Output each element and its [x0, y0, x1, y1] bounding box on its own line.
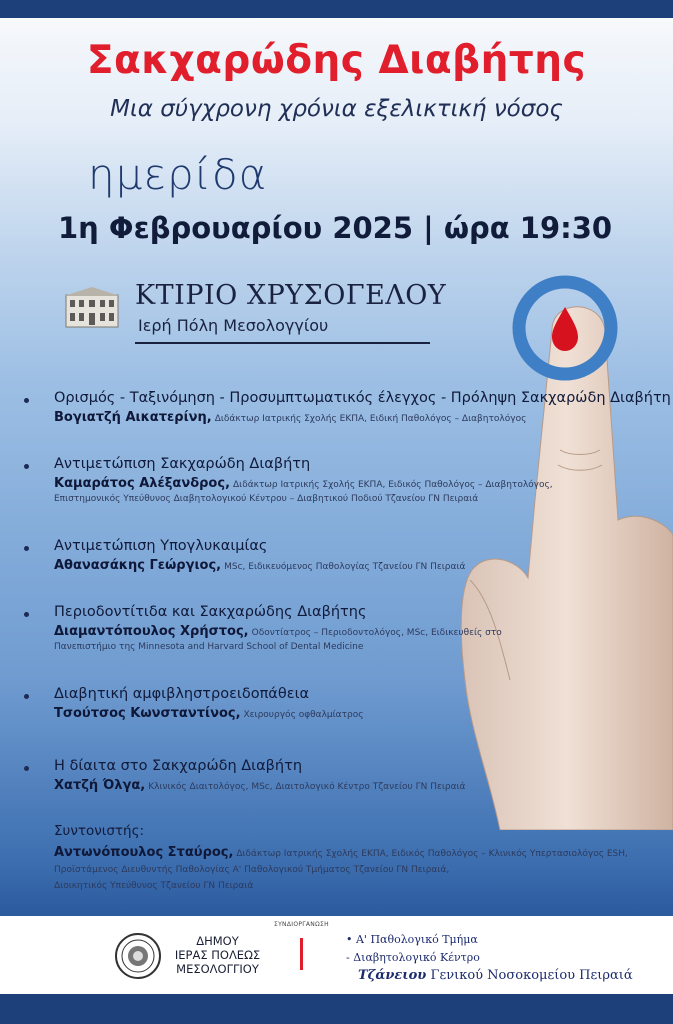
- coordinator-heading: Συντονιστής:: [54, 823, 145, 839]
- speaker-credentials: Χειρουργός οφθαλμίατρος: [243, 710, 364, 720]
- poster-subtitle: Μια σύγχρονη χρόνια εξελικτική νόσος: [110, 96, 563, 122]
- co-organizer-label: ΣΥΝΔΙΟΡΓΑΝΩΣΗ: [274, 921, 329, 928]
- program-speaker: [54, 558, 465, 573]
- speaker-credentials-line2: Επιστημονικός Υπεύθυνος Διαβητολογικού Κέντρου – Διαβητικού Ποδιού Τζανείου ΓΝ Πειραιά: [54, 494, 479, 504]
- bullet-icon: [24, 694, 29, 699]
- venue-name: ΚΤΙΡΙΟ ΧΡΥΣΟΓΕΛΟΥ: [135, 280, 447, 311]
- speaker-name: Τσούτσος Κωνσταντίνος,: [54, 706, 241, 721]
- bottom-bar: [0, 994, 673, 1024]
- program-topic: Διαβητική αμφιβληστροειδοπάθεια: [54, 686, 310, 702]
- hospital-name-bold: Τζάνειου: [358, 968, 427, 983]
- department-1: • Α' Παθολογικό Τμήμα: [346, 933, 478, 946]
- program-topic: Αντιμετώπιση Υπογλυκαιμίας: [54, 538, 268, 554]
- municipality-line1: ΔΗΜΟΥ: [196, 934, 239, 948]
- speaker-name: Χατζή Όλγα,: [54, 778, 146, 793]
- venue-underline: [135, 342, 430, 344]
- department-2: - Διαβητολογικό Κέντρο: [346, 951, 480, 964]
- bullet-icon: [24, 766, 29, 771]
- program-speaker: [54, 706, 364, 721]
- venue-location: Ιερή Πόλη Μεσολογγίου: [138, 316, 329, 335]
- speaker-name: Αθανασάκης Γεώργιος,: [54, 558, 222, 573]
- program-speaker: [54, 624, 502, 652]
- program-topic: Αντιμετώπιση Σακχαρώδη Διαβήτη: [54, 456, 311, 472]
- speaker-credentials: Διδάκτωρ Ιατρικής Σχολής ΕΚΠΑ, Ειδικός Παθολόγος – Διαβητολόγος,: [233, 480, 553, 490]
- speaker-credentials: Διδάκτωρ Ιατρικής Σχολής ΕΚΠΑ, Ειδική Παθολόγος – Διαβητολόγος: [214, 414, 527, 424]
- speaker-name: Καμαράτος Αλέξανδρος,: [54, 476, 231, 491]
- program-speaker: [54, 410, 526, 425]
- speaker-credentials-line2: Πανεπιστήμιο της Minnesota and Harvard School of Dental Medicine: [54, 642, 364, 652]
- bullet-icon: [24, 546, 29, 551]
- speaker-credentials: Κλινικός Διαιτολόγος, MSc, Διαιτολογικό Κέντρο Τζανείου ΓΝ Πειραιά: [148, 782, 466, 792]
- bullet-icon: [24, 612, 29, 617]
- top-bar: [0, 0, 673, 18]
- speaker-credentials: MSc, Ειδικευόμενος Παθολογίας Τζανείου ΓΝ Πειραιά: [224, 562, 466, 572]
- blood-drop-target-icon: [512, 275, 618, 381]
- hospital-name: [358, 968, 633, 983]
- program-speaker: [54, 778, 466, 793]
- municipality-seal-icon: [114, 932, 162, 980]
- speaker-name: Διαμαντόπουλος Χρήστος,: [54, 624, 249, 639]
- footer-divider: [300, 938, 303, 970]
- bullet-icon: [24, 398, 29, 403]
- event-type: ημερίδα: [88, 150, 268, 199]
- municipality-line2: ΙΕΡΑΣ ΠΟΛΕΩΣ: [174, 948, 261, 962]
- coordinator-block: [54, 845, 628, 894]
- event-date: 1η Φεβρουαρίου 2025 | ώρα 19:30: [58, 211, 613, 245]
- bullet-icon: [24, 464, 29, 469]
- municipality-line3: ΜΕΣΟΛΟΓΓΙΟΥ: [176, 962, 259, 976]
- speaker-name: Βογιατζή Αικατερίνη,: [54, 410, 212, 425]
- coordinator-line2: Προϊστάμενος Διευθυντής Παθολογίας Α' Παθολογικού Τμήματος Τζανείου ΓΝ Πειραιά,: [54, 865, 450, 875]
- program-topic: Η δίαιτα στο Σακχαρώδη Διαβήτη: [54, 758, 303, 774]
- coordinator-line3: Διοικητικός Υπεύθυνος Τζανείου ΓΝ Πειραιά: [54, 881, 254, 891]
- hospital-name-rest: Γενικού Νοσοκομείου Πειραιά: [430, 968, 633, 983]
- speaker-credentials: Οδοντίατρος – Περιοδοντολόγος, MSc, Ειδικευθείς στο: [251, 628, 502, 638]
- coordinator-line1: Διδάκτωρ Ιατρικής Σχολής ΕΚΠΑ, Ειδικός Παθολόγος – Κλινικός Υπερτασιολόγος ESH,: [236, 849, 628, 859]
- program-topic: Περιοδοντίτιδα και Σακχαρώδης Διαβήτης: [54, 604, 367, 620]
- program-topic: Ορισμός - Ταξινόμηση - Προσυμπτωματικός έλεγχος - Πρόληψη Σακχαρώδη Διαβήτη: [54, 390, 671, 406]
- municipality-name: [170, 934, 265, 976]
- program-speaker: [54, 476, 553, 504]
- poster-title: Σακχαρώδης Διαβήτης: [86, 38, 587, 83]
- coordinator-name: Αντωνόπουλος Σταύρος,: [54, 845, 234, 860]
- building-icon: [64, 285, 120, 329]
